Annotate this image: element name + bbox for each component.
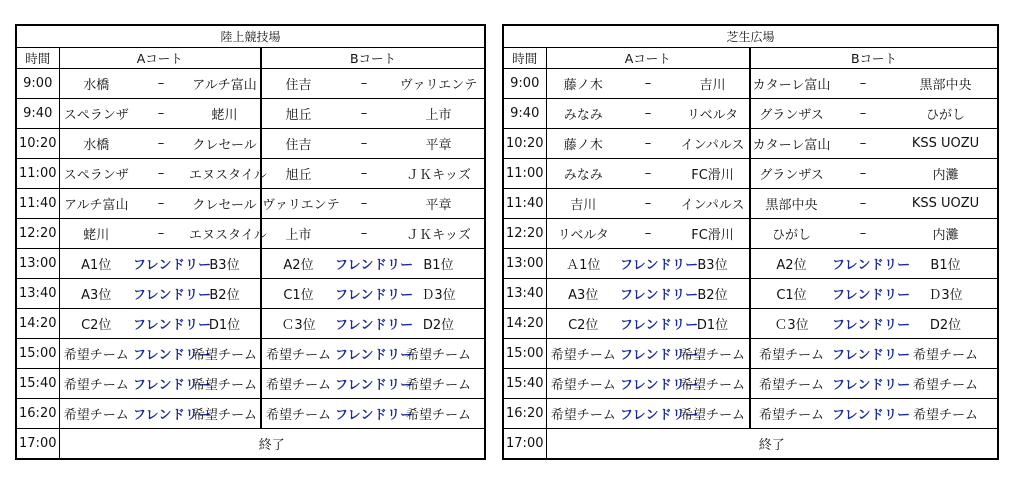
court-b-team-1: 希望チーム	[261, 369, 335, 399]
court-a-match-type: フレンドリー	[620, 279, 676, 309]
time-cell: 15:40	[16, 369, 59, 399]
court-a-team-1: スペランザ	[59, 99, 133, 129]
time-cell: 13:00	[503, 249, 546, 279]
court-a-team-2: D1位	[676, 309, 750, 339]
schedule-row	[503, 189, 998, 219]
time-cell: 10:20	[16, 129, 59, 159]
court-a-team-1: A1位	[59, 249, 133, 279]
court-a-team-2: B3位	[189, 249, 261, 279]
time-cell: 11:00	[503, 159, 546, 189]
court-b-header: Bコート	[261, 48, 485, 69]
court-a-match-type: –	[133, 69, 189, 99]
court-a-team-2: 希望チーム	[676, 369, 750, 399]
court-b-team-2: 希望チーム	[393, 339, 485, 369]
court-a-team-2: リベルタ	[676, 99, 750, 129]
court-b-match-type: –	[832, 99, 894, 129]
court-b-team-1: 旭丘	[261, 99, 335, 129]
court-a-team-1: 希望チーム	[59, 399, 133, 429]
court-a-team-2: インパルス	[676, 129, 750, 159]
schedule-body-right	[503, 25, 998, 459]
court-a-match-type: –	[620, 159, 676, 189]
court-a-header: Aコート	[546, 48, 750, 69]
schedule-row	[503, 129, 998, 159]
court-b-team-2: ＪＫキッズ	[393, 219, 485, 249]
court-b-team-2: 希望チーム	[894, 399, 998, 429]
time-header: 時間	[16, 48, 59, 69]
court-a-team-2: FC滑川	[676, 219, 750, 249]
court-a-match-type: –	[620, 189, 676, 219]
court-a-team-1: 藤ノ木	[546, 69, 620, 99]
court-a-header: Aコート	[59, 48, 261, 69]
time-cell: 11:00	[16, 159, 59, 189]
court-a-team-1: アルチ富山	[59, 189, 133, 219]
time-cell: 9:00	[16, 69, 59, 99]
court-b-team-2: Ｄ3位	[894, 279, 998, 309]
court-b-team-1: 希望チーム	[750, 339, 832, 369]
schedule-row	[16, 309, 485, 339]
venue-title: 芝生広場	[503, 25, 998, 48]
court-b-team-1: A2位	[750, 249, 832, 279]
court-a-team-1: 水橋	[59, 129, 133, 159]
end-label: 終了	[546, 429, 998, 460]
schedule-row	[16, 249, 485, 279]
end-time-cell: 17:00	[503, 429, 546, 460]
court-b-team-2: D2位	[894, 309, 998, 339]
court-b-team-1: 希望チーム	[261, 339, 335, 369]
court-b-match-type: フレンドリー	[832, 369, 894, 399]
court-b-team-1: ヴァリエンテ	[261, 189, 335, 219]
court-b-team-2: D2位	[393, 309, 485, 339]
schedule-row	[16, 99, 485, 129]
court-a-team-2: クレセール	[189, 189, 261, 219]
time-cell: 15:00	[503, 339, 546, 369]
end-row	[16, 429, 485, 460]
court-a-team-2: 希望チーム	[189, 369, 261, 399]
court-b-team-2: KSS UOZU	[894, 189, 998, 219]
schedule-row	[503, 69, 998, 99]
court-b-match-type: フレンドリー	[832, 399, 894, 429]
end-time-cell: 17:00	[16, 429, 59, 460]
schedule-row	[16, 279, 485, 309]
court-b-team-2: 黒部中央	[894, 69, 998, 99]
court-b-team-1: カターレ富山	[750, 129, 832, 159]
court-a-team-2: 希望チーム	[189, 399, 261, 429]
court-a-team-1: 蛯川	[59, 219, 133, 249]
schedule-row	[503, 339, 998, 369]
court-a-match-type: フレンドリー	[133, 339, 189, 369]
court-a-team-1: 希望チーム	[59, 369, 133, 399]
court-b-match-type: –	[335, 159, 393, 189]
court-b-team-2: ひがし	[894, 99, 998, 129]
court-b-match-type: –	[832, 219, 894, 249]
court-b-team-1: ひがし	[750, 219, 832, 249]
court-a-team-2: B2位	[189, 279, 261, 309]
court-a-match-type: –	[620, 99, 676, 129]
court-a-match-type: フレンドリー	[133, 369, 189, 399]
schedule-row	[16, 129, 485, 159]
court-b-match-type: –	[335, 99, 393, 129]
time-cell: 12:20	[503, 219, 546, 249]
court-b-team-2: ヴァリエンテ	[393, 69, 485, 99]
court-a-team-2: B3位	[676, 249, 750, 279]
court-b-match-type: フレンドリー	[335, 279, 393, 309]
schedule-row	[16, 69, 485, 99]
court-a-team-2: D1位	[189, 309, 261, 339]
court-b-team-2: Ｄ3位	[393, 279, 485, 309]
court-a-team-2: 吉川	[676, 69, 750, 99]
court-a-team-2: エヌスタイル	[189, 219, 261, 249]
court-a-team-2: エヌスタイル	[189, 159, 261, 189]
court-a-match-type: –	[133, 99, 189, 129]
court-a-match-type: フレンドリー	[620, 249, 676, 279]
court-a-team-1: 水橋	[59, 69, 133, 99]
time-cell: 14:20	[16, 309, 59, 339]
time-cell: 14:20	[503, 309, 546, 339]
court-b-match-type: –	[335, 189, 393, 219]
court-a-team-2: B2位	[676, 279, 750, 309]
court-a-team-1: C2位	[59, 309, 133, 339]
court-b-team-1: 旭丘	[261, 159, 335, 189]
court-a-team-2: クレセール	[189, 129, 261, 159]
court-b-team-1: 黒部中央	[750, 189, 832, 219]
schedule-row	[503, 159, 998, 189]
court-a-match-type: フレンドリー	[620, 309, 676, 339]
schedule-row	[503, 219, 998, 249]
court-a-match-type: フレンドリー	[620, 339, 676, 369]
court-a-team-1: 吉川	[546, 189, 620, 219]
court-a-match-type: –	[133, 219, 189, 249]
court-a-team-2: 蛯川	[189, 99, 261, 129]
time-cell: 11:40	[16, 189, 59, 219]
schedule-row	[503, 309, 998, 339]
schedule-row	[16, 369, 485, 399]
court-b-match-type: フレンドリー	[832, 339, 894, 369]
schedule-row	[16, 159, 485, 189]
court-b-match-type: フレンドリー	[335, 309, 393, 339]
time-header: 時間	[503, 48, 546, 69]
court-b-team-1: 住吉	[261, 129, 335, 159]
schedule-row	[16, 339, 485, 369]
time-cell: 10:20	[503, 129, 546, 159]
court-b-team-1: 住吉	[261, 69, 335, 99]
court-a-team-1: A3位	[59, 279, 133, 309]
court-a-match-type: –	[620, 219, 676, 249]
court-b-team-1: Ｃ3位	[261, 309, 335, 339]
court-b-team-1: 希望チーム	[261, 399, 335, 429]
court-b-team-2: 希望チーム	[894, 369, 998, 399]
end-row	[503, 429, 998, 460]
court-b-team-2: 内灘	[894, 159, 998, 189]
time-cell: 15:00	[16, 339, 59, 369]
court-b-match-type: フレンドリー	[832, 249, 894, 279]
time-cell: 13:40	[16, 279, 59, 309]
court-a-team-1: 希望チーム	[546, 339, 620, 369]
court-a-team-2: FC滑川	[676, 159, 750, 189]
court-b-match-type: フレンドリー	[335, 249, 393, 279]
court-b-team-2: 希望チーム	[393, 369, 485, 399]
court-b-team-1: 上市	[261, 219, 335, 249]
time-cell: 13:40	[503, 279, 546, 309]
schedule-row	[503, 99, 998, 129]
court-b-team-1: A2位	[261, 249, 335, 279]
court-b-match-type: フレンドリー	[335, 399, 393, 429]
court-b-match-type: フレンドリー	[335, 369, 393, 399]
court-a-match-type: –	[133, 189, 189, 219]
court-a-match-type: フレンドリー	[133, 399, 189, 429]
time-cell: 16:20	[503, 399, 546, 429]
venue-title: 陸上競技場	[16, 25, 485, 48]
court-b-match-type: –	[335, 129, 393, 159]
court-b-team-1: C1位	[750, 279, 832, 309]
court-a-team-1: みなみ	[546, 159, 620, 189]
court-a-match-type: フレンドリー	[133, 279, 189, 309]
court-a-match-type: –	[133, 129, 189, 159]
schedule-row	[503, 399, 998, 429]
court-a-match-type: フレンドリー	[620, 369, 676, 399]
time-cell: 12:20	[16, 219, 59, 249]
court-a-team-1: C2位	[546, 309, 620, 339]
schedule-row	[503, 249, 998, 279]
time-cell: 9:40	[16, 99, 59, 129]
court-b-team-2: 希望チーム	[393, 399, 485, 429]
court-a-team-1: スペランザ	[59, 159, 133, 189]
court-b-team-2: 内灘	[894, 219, 998, 249]
schedule-row	[16, 219, 485, 249]
time-cell: 11:40	[503, 189, 546, 219]
court-a-match-type: フレンドリー	[133, 249, 189, 279]
court-a-team-1: 希望チーム	[546, 369, 620, 399]
end-label: 終了	[59, 429, 485, 460]
schedule-row	[503, 369, 998, 399]
court-b-team-2: 希望チーム	[894, 339, 998, 369]
court-b-match-type: –	[335, 69, 393, 99]
court-a-team-2: インパルス	[676, 189, 750, 219]
court-a-team-1: 希望チーム	[59, 339, 133, 369]
court-b-header: Bコート	[750, 48, 998, 69]
court-b-team-2: B1位	[393, 249, 485, 279]
court-a-team-1: A3位	[546, 279, 620, 309]
time-cell: 13:00	[16, 249, 59, 279]
court-b-match-type: –	[832, 159, 894, 189]
court-b-team-1: カターレ富山	[750, 69, 832, 99]
court-a-team-1: 藤ノ木	[546, 129, 620, 159]
schedule-body-left	[16, 25, 485, 459]
schedule-row	[16, 399, 485, 429]
court-b-team-2: B1位	[894, 249, 998, 279]
court-a-team-1: 希望チーム	[546, 399, 620, 429]
court-a-team-2: アルチ富山	[189, 69, 261, 99]
court-a-team-1: リベルタ	[546, 219, 620, 249]
time-cell: 16:20	[16, 399, 59, 429]
time-cell: 9:00	[503, 69, 546, 99]
court-b-match-type: –	[832, 129, 894, 159]
court-b-match-type: –	[335, 219, 393, 249]
court-b-team-1: グランザス	[750, 99, 832, 129]
court-b-team-2: 平章	[393, 129, 485, 159]
court-a-match-type: –	[620, 129, 676, 159]
court-b-team-2: 平章	[393, 189, 485, 219]
court-a-match-type: –	[620, 69, 676, 99]
time-cell: 9:40	[503, 99, 546, 129]
court-a-team-1: みなみ	[546, 99, 620, 129]
court-b-match-type: フレンドリー	[832, 309, 894, 339]
schedule-row	[503, 279, 998, 309]
court-a-team-2: 希望チーム	[676, 339, 750, 369]
court-b-team-1: グランザス	[750, 159, 832, 189]
court-b-team-2: ＪＫキッズ	[393, 159, 485, 189]
court-b-team-2: KSS UOZU	[894, 129, 998, 159]
court-a-team-1: Ａ1位	[546, 249, 620, 279]
schedule-row	[16, 189, 485, 219]
schedule-table-left	[15, 24, 486, 460]
court-b-team-2: 上市	[393, 99, 485, 129]
time-cell: 15:40	[503, 369, 546, 399]
court-b-match-type: フレンドリー	[832, 279, 894, 309]
court-a-match-type: フレンドリー	[620, 399, 676, 429]
court-b-match-type: –	[832, 189, 894, 219]
court-a-match-type: –	[133, 159, 189, 189]
schedule-table-right	[502, 24, 999, 460]
court-b-match-type: フレンドリー	[335, 339, 393, 369]
court-a-team-2: 希望チーム	[676, 399, 750, 429]
court-a-team-2: 希望チーム	[189, 339, 261, 369]
court-b-team-1: 希望チーム	[750, 369, 832, 399]
court-b-team-1: Ｃ3位	[750, 309, 832, 339]
court-a-match-type: フレンドリー	[133, 309, 189, 339]
court-b-team-1: C1位	[261, 279, 335, 309]
court-b-match-type: –	[832, 69, 894, 99]
court-b-team-1: 希望チーム	[750, 399, 832, 429]
